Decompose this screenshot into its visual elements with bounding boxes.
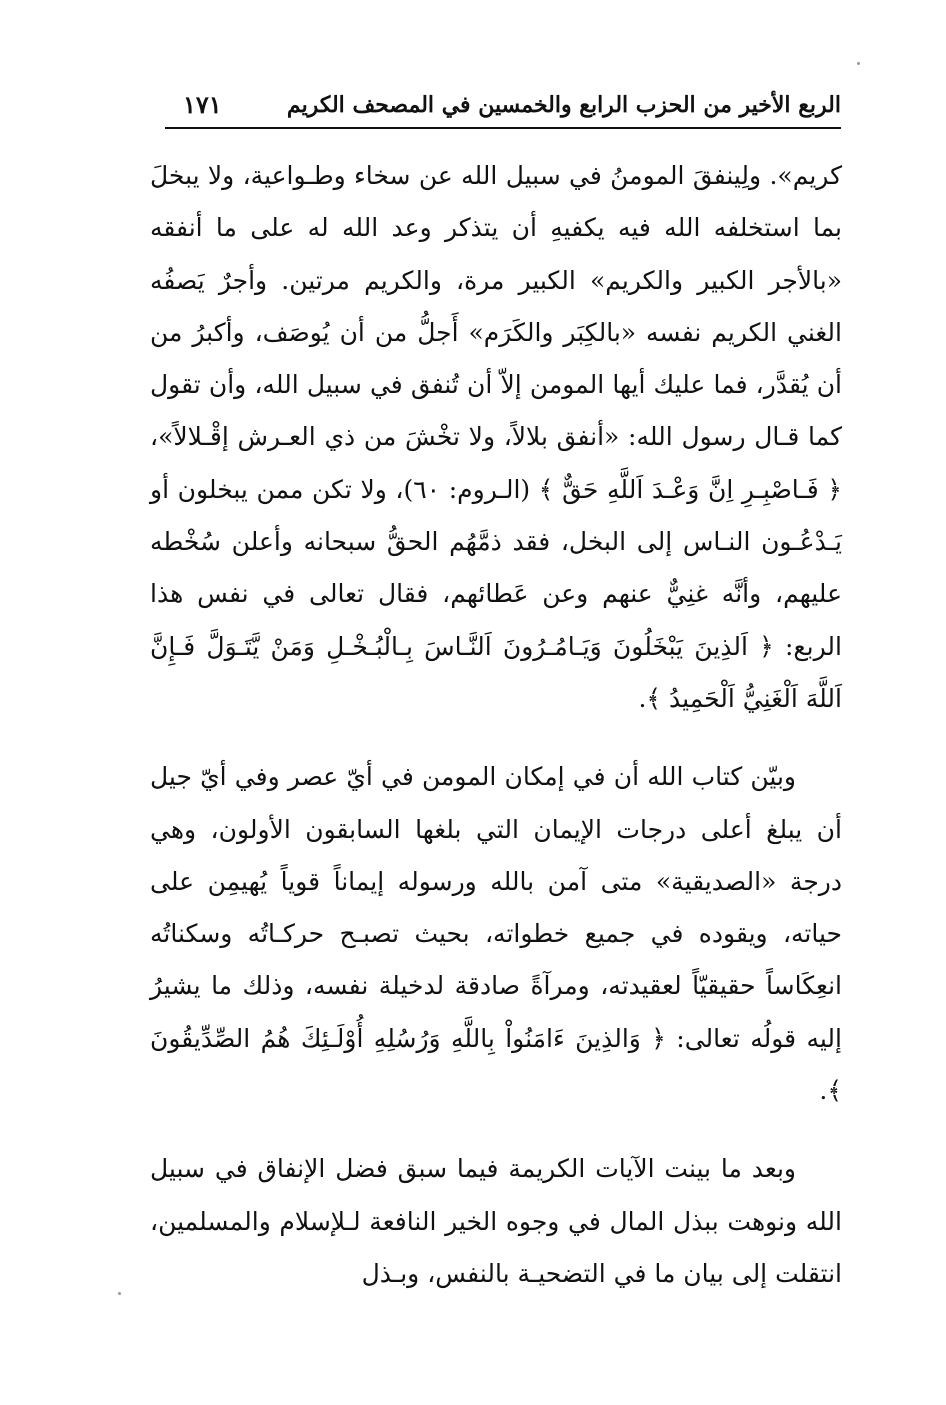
paragraph-2: وبيّن كتاب الله أن في إمكان المومن في أيّ عصر وفي أيّ جيل أن يبلغ أعلى درجات الإيمان التي بلغها السابقون الأولون، وهي درجة «الصديقية» متى آمن بالله ورسوله إيماناً قوياً يُهيمِن على حياته، ويقوده في جميع خطواته، بحيث تصبـح حركـاتُه وسكناتُه انعِكَاساً حقيقيّاً لعقيدته، ومرآةً صادقة لدخيلة نفسه، وذلك ما يشيرُ إليه قولُه تعالى: ﴿ وَالذِينَ ءَامَنُواْ بِاللَّهِ وَرُسُلِهِ أُوْلَـئِكَ هُمُ الصِّدِّيقُونَ ﴾. [150,762,842,1106]
page-number: ١٧١ [183,90,222,119]
paragraph-3: وبعد ما بينت الآيات الكريمة فيما سبق فضل الإنفاق في سبيل الله ونوهت ببذل المال في وجوه الخير النافعة لـلإسلام والمسلمين، انتقلت إلى بيان ما في التضحيـة بالنفس، وبـذل [150,1154,842,1288]
body-text [150,150,842,1300]
header-divider [165,127,841,129]
scan-speck [857,62,860,65]
scan-speck [118,1292,121,1295]
paragraph-1: كريم». ولِينفقَ المومنُ في سبيل الله عن سخاء وطـواعية، ولا يبخلَ بما استخلفه الله فيه يكفيهِ أن يتذكر وعد الله له على ما أنفقه «بالأجر الكبير والكريم» الكبير مرة، والكريم مرتين. وأجرٌ يَصفُه الغني الكريم نفسه «بالكِبَر والكَرَم» أَجلُّ من أن يُوصَف، وأكبرُ من أن يُقدَّر، فما عليك أيها المومن إلاّ أن تُنفق في سبيل الله، وأن تقول كما قـال رسول الله: «أنفق بلالاً، ولا تخْشَ من ذي العـرش إقْـلالاً»، ﴿ فَـاصْبِـرِ اِنَّ وَعْـدَ اَللَّهِ حَقٌّ ﴾ (الـروم: ٦٠)، ولا تكن ممن يبخلون أو يَـدْعُـون النـاس إلى البخل، فقد ذمَّهُم الحقُّ سبحانه وأعلن سُخْطه عليهم، وأنَّه غنِيٌّ عنهم وعن عَطائهم، فقال تعالى في نفس هذا الربع: ﴿ اَلذِينَ يَبْخَلُونَ وَيَـامُـرُونَ اَلنَّـاسَ بِـالْبُـخْـلِ وَمَنْ يَّتَـوَلَّ فَـإِنَّ اَللَّهَ اَلْغَنِيُّ اَلْحَمِيدُ ﴾. [150,161,842,713]
header-title: الربع الأخير من الحزب الرابع والخمسين في المصحف الكريم [286,92,841,118]
running-header [165,88,841,128]
